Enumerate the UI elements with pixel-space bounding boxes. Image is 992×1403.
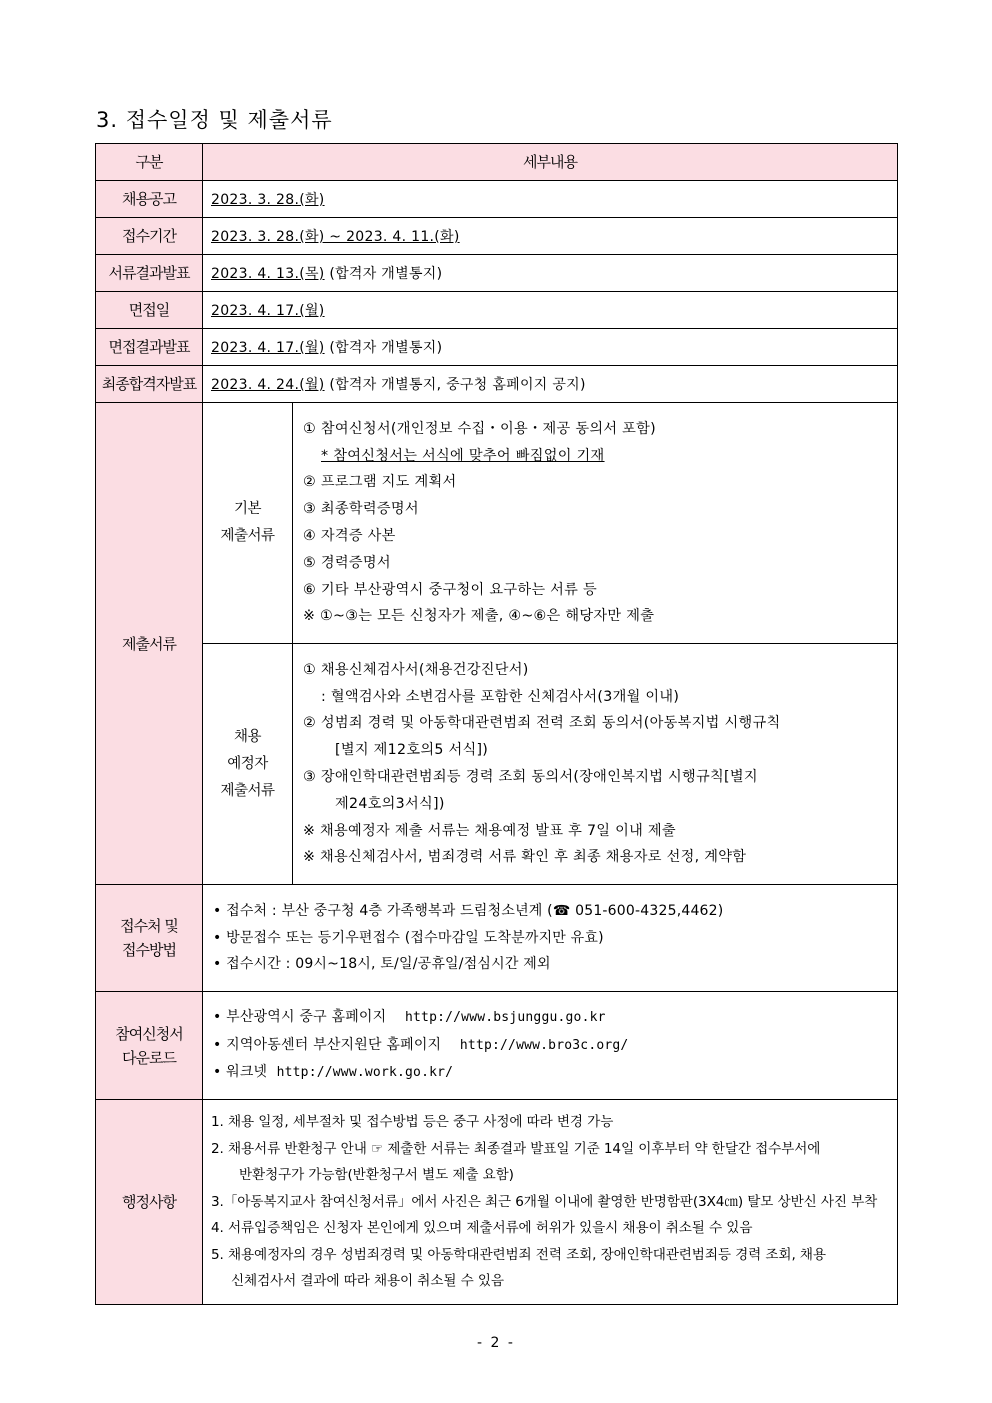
list-item: ② 프로그램 지도 계획서 xyxy=(303,474,457,491)
page-number: - 2 - xyxy=(477,1335,515,1351)
list-item: ③ 최종학력증명서 xyxy=(303,501,419,518)
table-row xyxy=(96,255,898,292)
list-item: [별지 제12호의5 서식]) xyxy=(335,742,489,759)
section-title: 3. 접수일정 및 제출서류 xyxy=(96,108,333,132)
table-row xyxy=(96,366,898,403)
list-item: ※ ①~③는 모든 신청자가 제출, ④~⑥은 해당자만 제출 xyxy=(303,608,655,625)
basic-documents-label: 기본 제출서류 xyxy=(203,403,293,644)
prospective-documents-list xyxy=(293,644,898,885)
admin-row xyxy=(96,1100,898,1305)
download-link[interactable]: http://www.bro3c.org/ xyxy=(459,1037,629,1053)
list-item: 반환청구가 가능함(반환청구서 별도 제출 요함) xyxy=(239,1167,514,1184)
list-item: ⑥ 기타 부산광역시 중구청이 요구하는 서류 등 xyxy=(303,581,597,598)
row-label: 서류결과발표 xyxy=(96,255,203,292)
download-label: 참여신청서 다운로드 xyxy=(96,992,203,1100)
list-item: 1. 채용 일정, 세부절차 및 접수방법 등은 중구 사정에 따라 변경 가능 xyxy=(211,1114,614,1131)
list-item: 3.「아동복지교사 참여신청서류」에서 사진은 최근 6개월 이내에 촬영한 반명함판(3X4㎝) 탈모 상반신 사진 부착 xyxy=(211,1193,878,1210)
table-row xyxy=(96,292,898,329)
row-label: 채용공고 xyxy=(96,181,203,218)
row-value xyxy=(203,292,898,329)
list-item: • 지역아동센터 부산지원단 홈페이지 http://www.bro3c.org/ xyxy=(213,1036,629,1053)
basic-documents-list xyxy=(293,403,898,644)
download-link[interactable]: http://www.work.go.kr/ xyxy=(276,1065,454,1081)
download-list xyxy=(203,992,898,1100)
row-date: 2023. 4. 17.(월) xyxy=(211,340,325,356)
row-label: 접수기간 xyxy=(96,218,203,255)
row-note: (합격자 개별통지) xyxy=(324,266,443,282)
list-item: 4. 서류입증책임은 신청자 본인에게 있으며 제출서류에 허위가 있을시 채용이 취소될 수 있음 xyxy=(211,1220,753,1237)
row-value xyxy=(203,218,898,255)
list-item: ④ 자격증 사본 xyxy=(303,528,396,544)
list-item: * 참여신청서는 서식에 맞추어 빠짐없이 기재 xyxy=(321,447,605,464)
list-item: ① 채용신체검사서(채용건강진단서) xyxy=(303,661,529,678)
row-value xyxy=(203,329,898,366)
list-item: • 방문접수 또는 등기우편접수 (접수마감일 도착분까지만 유효) xyxy=(213,929,604,946)
list-item: 신체검사서 결과에 따라 채용이 취소될 수 있음 xyxy=(231,1273,504,1290)
documents-basic-row xyxy=(96,403,898,644)
row-date: 2023. 4. 17.(월) xyxy=(211,303,325,319)
header-details: 세부내용 xyxy=(203,144,898,181)
list-item: ※ 채용예정자 제출 서류는 채용예정 발표 후 7일 이내 제출 xyxy=(303,822,676,839)
row-label: 면접결과발표 xyxy=(96,329,203,366)
list-item: ③ 장애인학대관련범죄등 경력 조회 동의서(장애인복지법 시행규칙[별지 xyxy=(303,769,758,785)
list-item: • 접수시간 : 09시~18시, 토/일/공휴일/점심시간 제외 xyxy=(213,956,551,973)
list-item: • 워크넷 http://www.work.go.kr/ xyxy=(213,1064,454,1081)
documents-label: 제출서류 xyxy=(96,403,203,885)
row-date: 2023. 3. 28.(화) xyxy=(211,192,325,208)
admin-list xyxy=(203,1100,898,1305)
row-value xyxy=(203,366,898,403)
row-value xyxy=(203,255,898,292)
list-item: 2. 채용서류 반환청구 안내 ☞ 제출한 서류는 최종결과 발표일 기준 14일 이후부터 약 한달간 접수부서에 xyxy=(211,1140,821,1157)
header-category: 구분 xyxy=(96,144,203,181)
list-item: 5. 채용예정자의 경우 성범죄경력 및 아동학대관련범죄 전력 조회, 장애인학대관련범죄등 경력 조회, 채용 xyxy=(211,1246,826,1263)
reception-label: 접수처 및 접수방법 xyxy=(96,885,203,992)
table-row xyxy=(96,218,898,255)
admin-label: 행정사항 xyxy=(96,1100,203,1305)
list-item: • 접수처 : 부산 중구청 4층 가족행복과 드림청소년계 (☎ 051-600-4325,4462) xyxy=(213,903,724,920)
list-item: ※ 채용신체검사서, 범죄경력 서류 확인 후 최종 채용자로 선정, 계약함 xyxy=(303,849,747,866)
prospective-documents-label: 채용 예정자 제출서류 xyxy=(203,644,293,885)
list-item: ① 참여신청서(개인정보 수집・이용・제공 동의서 포함) xyxy=(303,420,657,437)
list-item: • 부산광역시 중구 홈페이지 http://www.bsjunggu.go.kr xyxy=(213,1009,606,1026)
row-label: 면접일 xyxy=(96,292,203,329)
row-date: 2023. 4. 24.(월) xyxy=(211,377,325,393)
schedule-table xyxy=(95,143,898,1305)
table-header-row xyxy=(96,144,898,181)
table-row xyxy=(96,181,898,218)
row-value xyxy=(203,181,898,218)
list-item: : 혈액검사와 소변검사를 포함한 신체검사서(3개월 이내) xyxy=(321,688,680,705)
row-date: 2023. 3. 28.(화) ~ 2023. 4. 11.(화) xyxy=(211,229,460,245)
table-row xyxy=(96,329,898,366)
row-date: 2023. 4. 13.(목) xyxy=(211,266,325,282)
row-note: (합격자 개별통지) xyxy=(324,340,443,356)
download-row xyxy=(96,992,898,1100)
row-note: (합격자 개별통지, 중구청 홈페이지 공지) xyxy=(324,377,586,393)
row-label: 최종합격자발표 xyxy=(96,366,203,403)
list-item: ② 성범죄 경력 및 아동학대관련범죄 전력 조회 동의서(아동복지법 시행규칙 xyxy=(303,715,781,732)
reception-list xyxy=(203,885,898,992)
list-item: 제24호의3서식]) xyxy=(335,795,445,812)
download-link[interactable]: http://www.bsjunggu.go.kr xyxy=(404,1010,606,1026)
list-item: ⑤ 경력증명서 xyxy=(303,554,391,571)
documents-prospective-row xyxy=(96,644,898,885)
reception-row xyxy=(96,885,898,992)
